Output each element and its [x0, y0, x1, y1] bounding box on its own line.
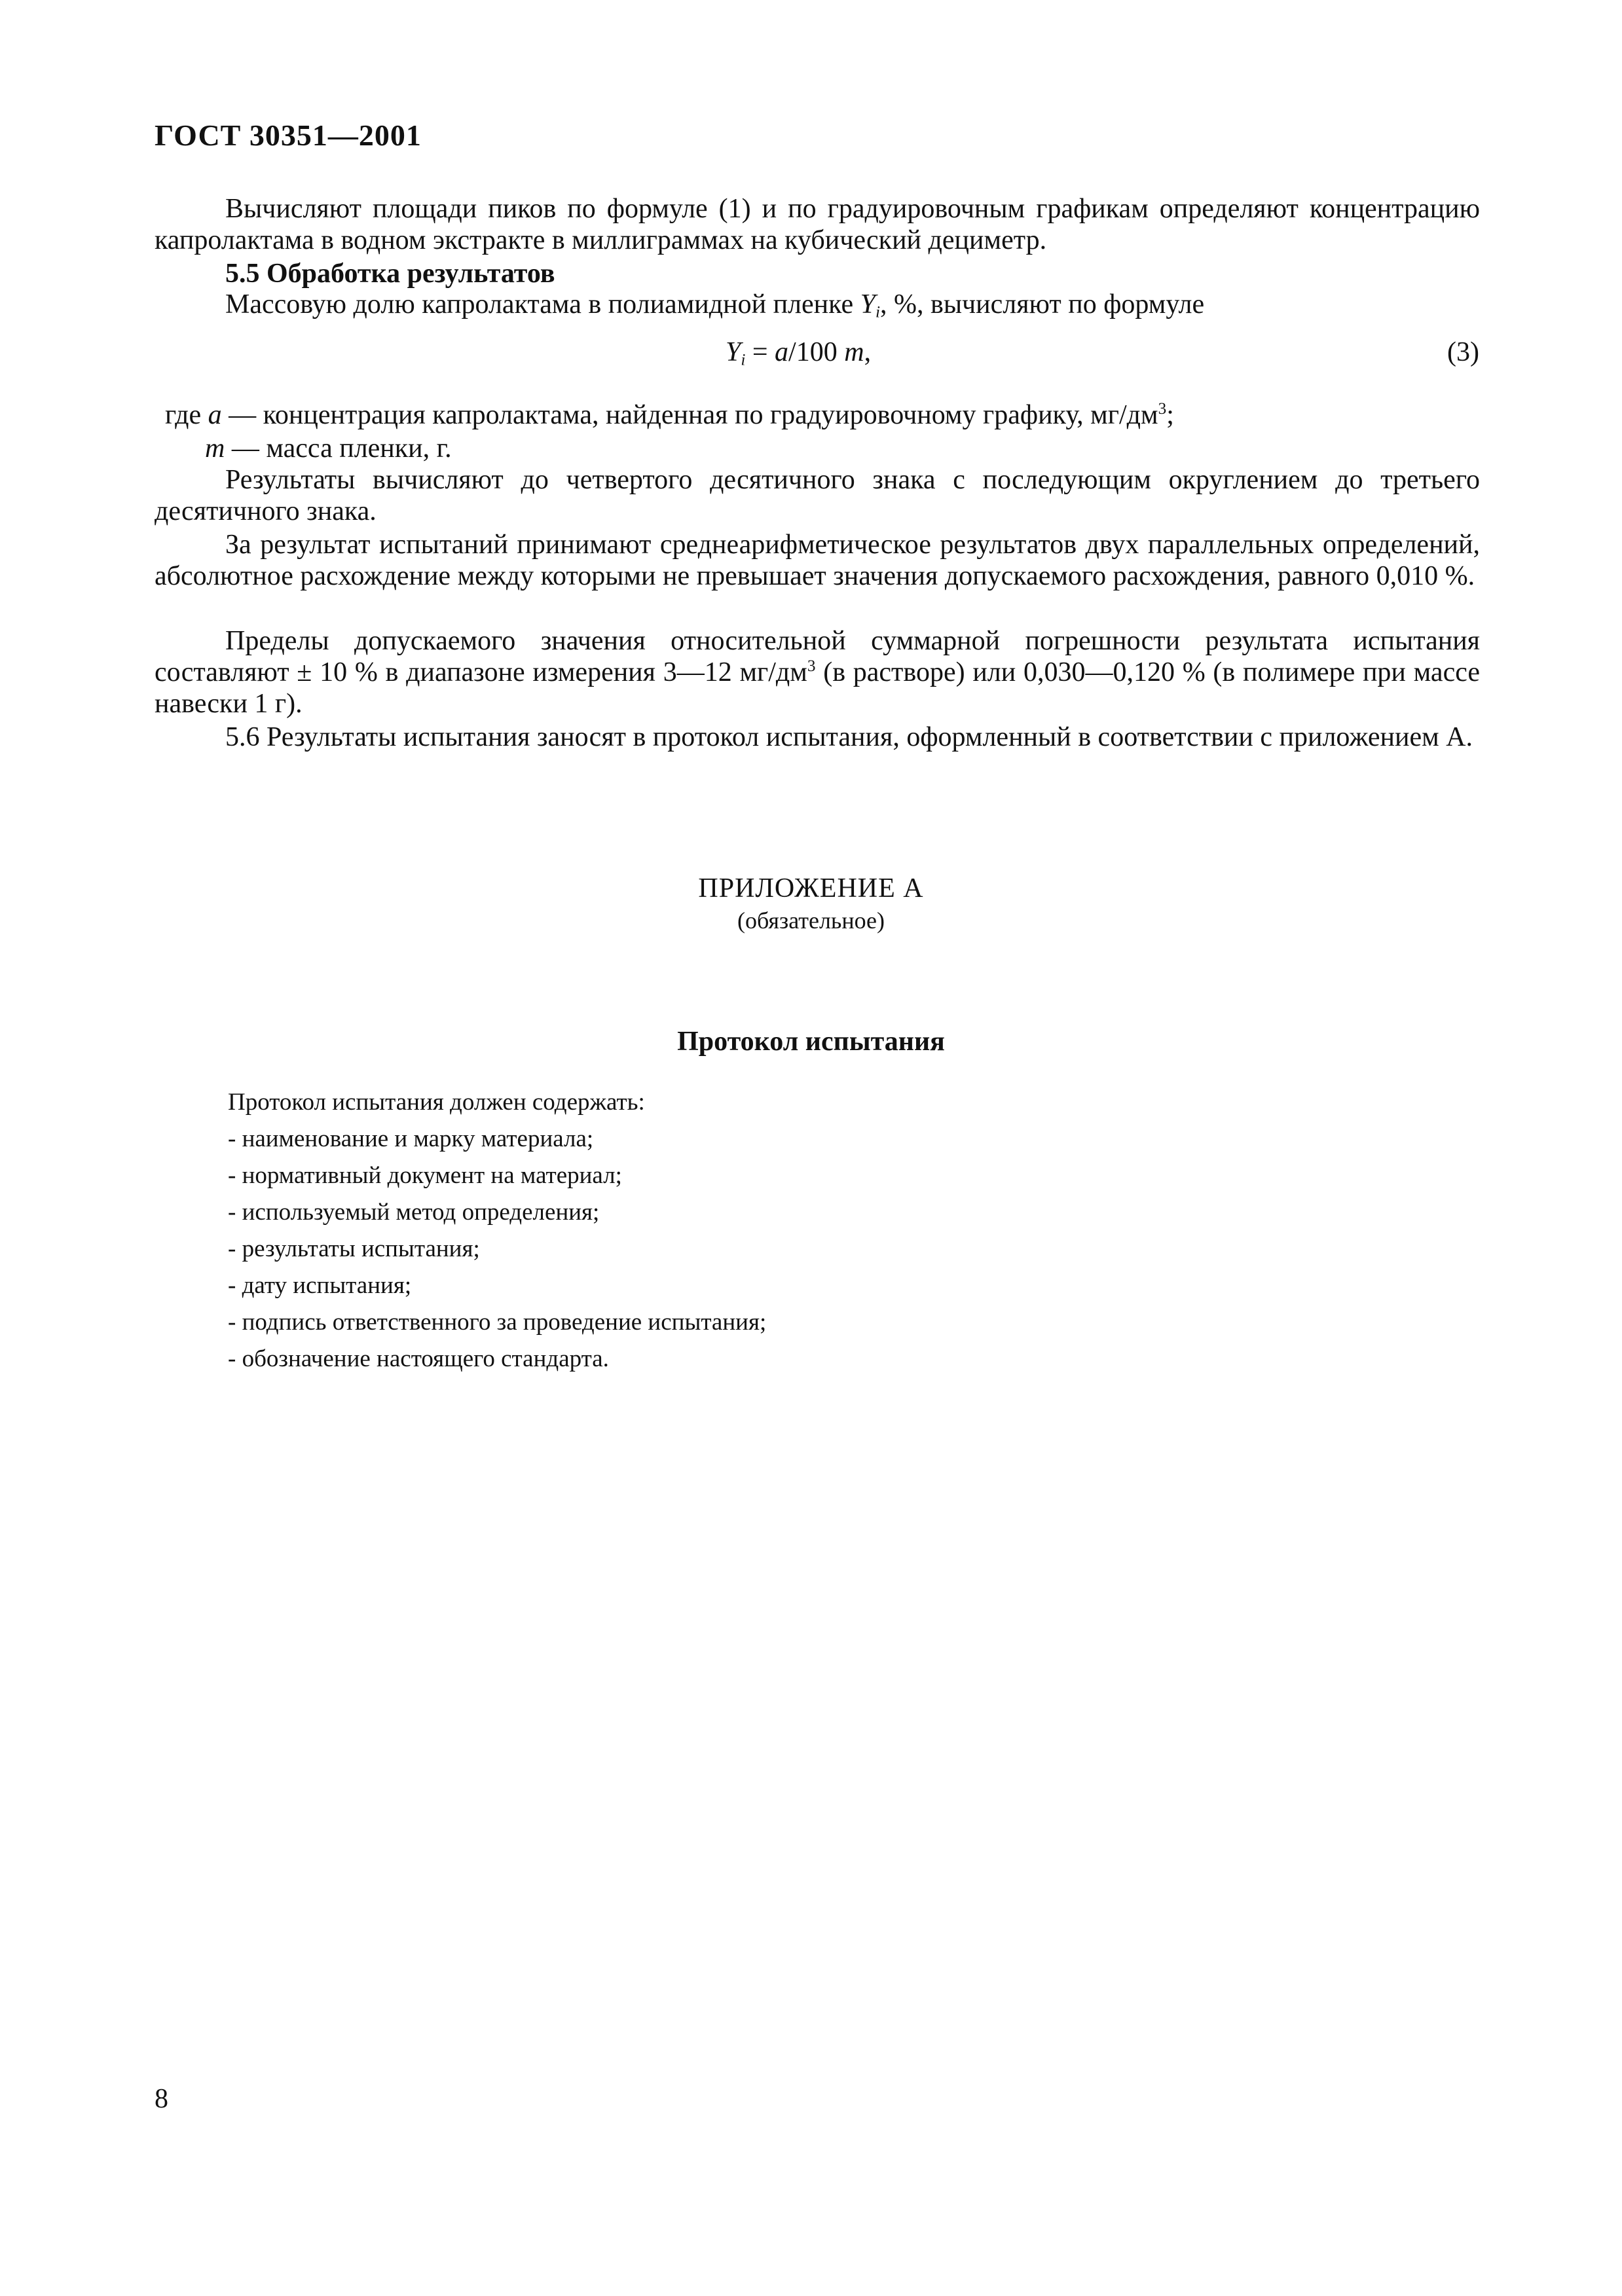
paragraph-rounding: Результаты вычисляют до четвертого десятичного знака с последующим округлением до третьего десятичного знака. — [155, 465, 1480, 526]
protocol-contents-list — [228, 1084, 766, 1377]
list-item: - используемый метод определения; — [228, 1199, 600, 1226]
list-intro: Протокол испытания должен содержать: — [228, 1089, 645, 1116]
section-heading-5-5: 5.5 Обработка результатов — [225, 259, 555, 289]
formula-number: (3) — [1447, 337, 1479, 367]
paragraph-peak-areas: Вычисляют площади пиков по формуле (1) и по градуировочным графикам определяют концентрацию капролактама в водном экстракте в миллиграммах на кубический дециметр. — [155, 194, 1480, 255]
formula-3: $Y_i = a/100$ m, — [726, 337, 872, 369]
protocol-title: Протокол испытания — [677, 1027, 945, 1057]
appendix-subtitle: (обязательное) — [737, 907, 885, 934]
paragraph-result-average: За результат испытаний принимают среднеарифметическое результатов двух параллельных определений, абсолютное расхождение между которыми не превышает значения допускаемого расхождения, равного 0,010 %. — [155, 530, 1480, 591]
paragraph-error-limits: Пределы допускаемого значения относительной суммарной погрешности результата испытания составляют ± 10 % в диапазоне измерения 3—12 $мг/дм^3$ (в растворе) или 0,030—0,120 % (в полимере при массе навески 1 г). — [155, 626, 1481, 719]
list-item: - нормативный документ на материал; — [228, 1162, 622, 1189]
list-item: - результаты испытания; — [228, 1235, 480, 1262]
list-item: - наименование и марку материала; — [228, 1125, 594, 1152]
paragraph-5-6: 5.6 Результаты испытания заносят в протокол испытания, оформленный в соответствии с приложением А. — [225, 722, 1473, 752]
where-m-definition: m — масса пленки, г. — [205, 433, 452, 464]
standard-code: ГОСТ 30351—2001 — [155, 118, 422, 152]
appendix-title: ПРИЛОЖЕНИЕ А — [698, 873, 924, 903]
paragraph-mass-fraction: Массовую долю капролактама в полиамидной пленке $Y_i$, %, вычисляют по формуле — [225, 289, 1205, 321]
list-item: - обозначение настоящего стандарта. — [228, 1345, 609, 1372]
page-number: 8 — [155, 2084, 168, 2114]
where-a-definition: где a — концентрация капролактама, найденная по градуировочному графику, $мг/дм^3$; — [165, 399, 1174, 430]
list-item: - подпись ответственного за проведение испытания; — [228, 1309, 767, 1336]
list-item: - дату испытания; — [228, 1272, 412, 1299]
